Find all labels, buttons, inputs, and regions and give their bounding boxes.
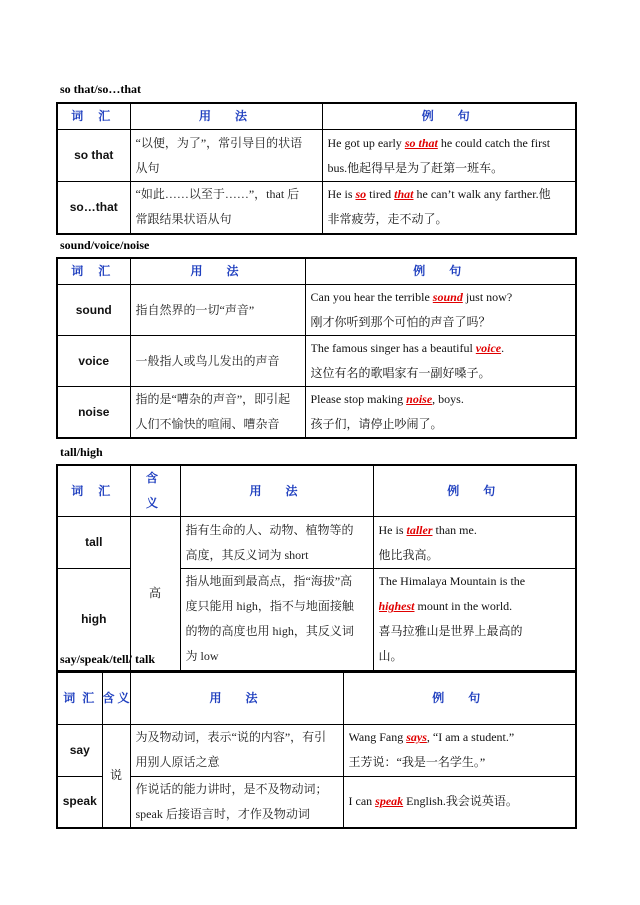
usage-cell: 一般指人或鸟儿发出的声音 [130, 336, 305, 387]
header-meaning: 含 义 [102, 672, 130, 724]
keyword: speak [375, 794, 404, 809]
meaning-cell: 高 [130, 517, 180, 671]
keyword: noise [406, 392, 433, 406]
section-title-say-speak: say/speak/tell/ talk [60, 652, 156, 666]
table-row [57, 285, 576, 336]
example-cell: The Himalaya Mountain is the highest mount in the world. 喜马拉雅山是世界上最高的 山。 [373, 569, 576, 671]
usage-cell: “如此……以至于……”，that 后 常跟结果状语从句 [130, 182, 322, 234]
keyword: sound [432, 290, 463, 304]
usage-cell: 为及物动词，表示“说的内容”，有引 用别人原话之意 [130, 724, 343, 776]
table-row [57, 724, 576, 776]
term-cell: so that [57, 130, 130, 182]
term-cell: sound [57, 285, 130, 336]
header-term: 词 汇 [57, 672, 102, 724]
example-cell: He got up early so that he could catch the first bus.他起得早是为了赶第一班车。 [322, 130, 576, 182]
usage-cell: 指自然界的一切“声音” [130, 285, 305, 336]
usage-cell: “以便，为了”，常引导目的状语 从句 [130, 130, 322, 182]
table-row [57, 517, 576, 569]
keyword: highest [378, 599, 415, 614]
table-row [57, 130, 576, 182]
header-example: 例 句 [373, 465, 576, 517]
example-cell: Can you hear the terrible sound just now? 刚才你听到那个可怕的声音了吗？ [305, 285, 576, 336]
usage-cell: 指有生命的人、动物、植物等的 高度，其反义词为 short [180, 517, 373, 569]
table-say-speak [56, 671, 577, 829]
section-title-tall-high: tall/high [60, 445, 103, 459]
example-cell: I can speak English.我会说英语。 [343, 776, 576, 828]
term-cell: high [57, 569, 130, 671]
section-title-sound-voice-noise: sound/voice/noise [60, 238, 150, 252]
header-term: 词 汇 [57, 258, 130, 285]
header-meaning: 含 义 [130, 465, 180, 517]
keyword: so [355, 187, 367, 202]
usage-cell: 指的是“嘈杂的声音”，即引起 人们不愉快的喧闹、嘈杂音 [130, 387, 305, 439]
example-cell: The famous singer has a beautiful voice. 这位有名的歌唱家有一副好嗓子。 [305, 336, 576, 387]
keyword: says [406, 730, 427, 744]
term-cell: say [57, 724, 102, 776]
example-cell: He is taller than me. 他比我高。 [373, 517, 576, 569]
table-row [57, 387, 576, 439]
section-title-so-that: so that/so…that [60, 82, 142, 96]
table-row [57, 336, 576, 387]
term-cell: speak [57, 776, 102, 828]
example-cell: He is so tired that he can’t walk any farther.他 非常疲劳，走不动了。 [322, 182, 576, 234]
usage-cell: 指从地面到最高点，指“海拔”高 度只能用 high，指不与地面接触 的物的高度也用 high，其反义词 为 low [180, 569, 373, 671]
header-usage: 用 法 [180, 465, 373, 517]
table-so-that [56, 102, 577, 235]
example-cell: Please stop making noise, boys. 孩子们，请停止吵闹了。 [305, 387, 576, 439]
keyword: that [394, 187, 414, 202]
header-usage: 用 法 [130, 103, 322, 130]
keyword: voice [475, 341, 502, 355]
table-row [57, 776, 576, 828]
header-example: 例 句 [305, 258, 576, 285]
header-example: 例 句 [322, 103, 576, 130]
usage-cell: 作说话的能力讲时，是不及物动词； speak 后接语言时，才作及物动词 [130, 776, 343, 828]
example-cell: Wang Fang says, “I am a student.” 王芳说：“我是一名学生。” [343, 724, 576, 776]
meaning-cell: 说 [102, 724, 130, 828]
header-term: 词 汇 [57, 465, 130, 517]
header-term: 词 汇 [57, 103, 130, 130]
header-usage: 用 法 [130, 258, 305, 285]
term-cell: noise [57, 387, 130, 439]
table-sound-voice-noise [56, 257, 577, 439]
table-row [57, 182, 576, 234]
term-cell: tall [57, 517, 130, 569]
keyword: taller [406, 522, 433, 537]
keyword: so that [404, 135, 438, 150]
header-usage: 用 法 [130, 672, 343, 724]
table-tall-high [56, 464, 577, 672]
term-cell: voice [57, 336, 130, 387]
header-example: 例 句 [343, 672, 576, 724]
term-cell: so…that [57, 182, 130, 234]
